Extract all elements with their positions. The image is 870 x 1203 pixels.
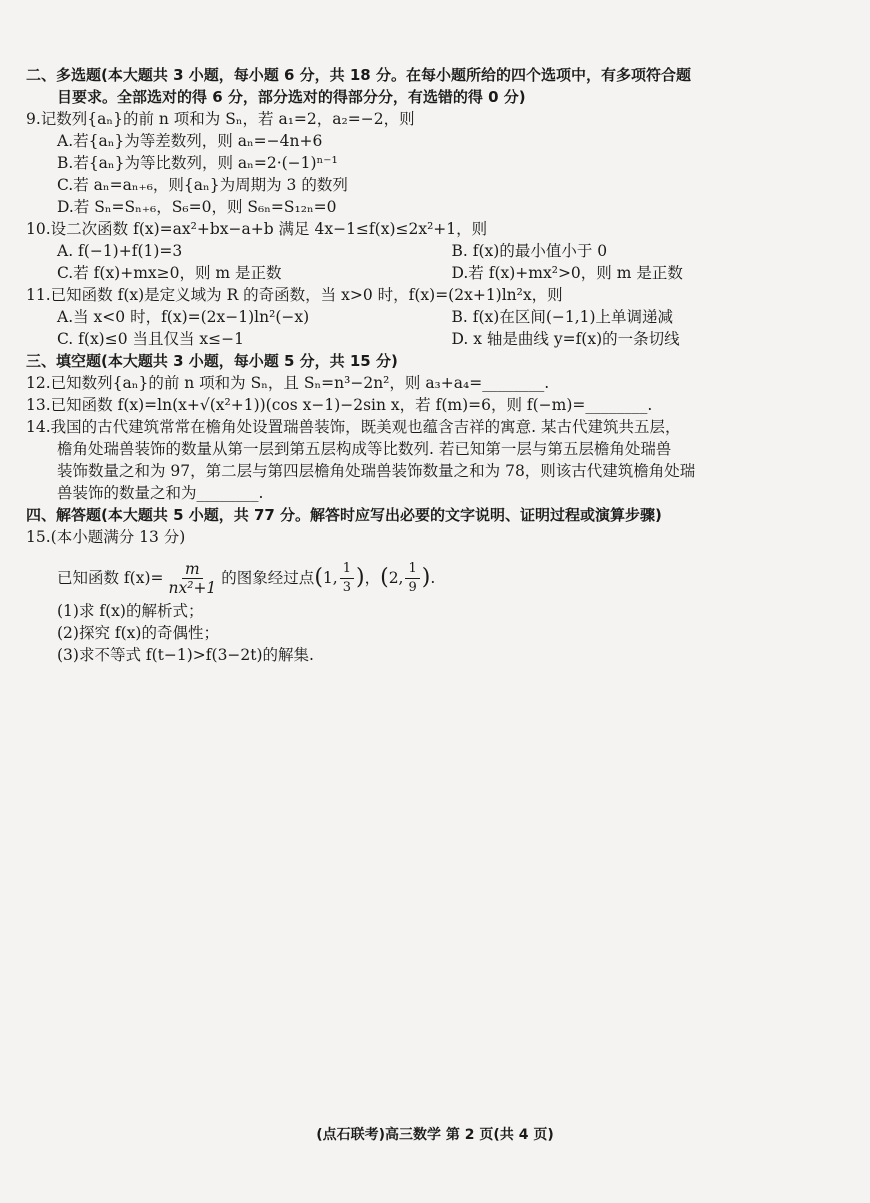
question-14-line3: 装饰数量之和为 97，第二层与第四层檐角处瑞兽装饰数量之和为 78，则该古代建筑檐角处瑞	[57, 462, 696, 480]
question-11-option-b: B. f(x)在区间(−1,1)上单调递减	[451, 308, 674, 326]
question-11-option-a: A.当 x<0 时，f(x)=(2x−1)ln²(−x)	[57, 308, 310, 326]
point-1-close-paren: )	[355, 565, 365, 590]
point-1-x: 1,	[322, 569, 338, 587]
question-12: 12.已知数列{aₙ}的前 n 项和为 Sₙ，且 Sₙ=n³−2n²，则 a₃+a₄=________.	[26, 374, 550, 392]
question-15-part-3: (3)求不等式 f(t−1)>f(3−2t)的解集.	[57, 646, 314, 664]
question-15-given	[26, 556, 846, 600]
question-11-option-c: C. f(x)≤0 当且仅当 x≤−1	[57, 330, 245, 348]
question-9-option-a: A.若{aₙ}为等差数列，则 aₙ=−4n+6	[57, 132, 323, 150]
point-1-open-paren: (	[314, 565, 323, 590]
point-2-x: 2,	[388, 569, 404, 587]
point-2-y-fraction	[405, 560, 419, 597]
question-10-option-a: A. f(−1)+f(1)=3	[57, 242, 183, 260]
page-content	[26, 64, 846, 666]
question-10-stem: 10.设二次函数 f(x)=ax²+bx−a+b 满足 4x−1≤f(x)≤2x²+1，则	[26, 220, 488, 238]
point-1-y-fraction	[340, 560, 354, 597]
question-15-stem: 15.(本小题满分 13 分)	[26, 528, 186, 546]
given-end: .	[430, 569, 436, 587]
point-1-y-denominator: 3	[342, 579, 351, 595]
question-9-option-b: B.若{aₙ}为等比数列，则 aₙ=2·(−1)ⁿ⁻¹	[57, 154, 338, 172]
question-10-option-c: C.若 f(x)+mx≥0，则 m 是正数	[57, 264, 282, 282]
question-9-option-d: D.若 Sₙ=Sₙ₊₆，S₆=0，则 S₆ₙ=S₁₂ₙ=0	[57, 198, 337, 216]
point-2-close-paren: )	[421, 565, 431, 590]
given-middle: 的图象经过点	[221, 569, 315, 587]
question-13: 13.已知函数 f(x)=ln(x+√(x²+1))(cos x−1)−2sin x，若 f(m)=6，则 f(−m)=________.	[26, 396, 653, 414]
fraction-numerator: m	[182, 560, 203, 579]
question-11-stem: 11.已知函数 f(x)是定义域为 R 的奇函数，当 x>0 时，f(x)=(2x+1)ln²x，则	[26, 286, 563, 304]
section-3-header: 三、填空题(本大题共 3 小题，每小题 5 分，共 15 分)	[26, 352, 398, 370]
page-footer: (点石联考)高三数学 第 2 页(共 4 页)	[316, 1127, 554, 1143]
question-10-options-row2	[26, 262, 846, 284]
question-11-option-d: D. x 轴是曲线 y=f(x)的一条切线	[451, 330, 680, 348]
question-15-part-1: (1)求 f(x)的解析式；	[57, 602, 204, 620]
question-14-line4: 兽装饰的数量之和为________.	[57, 484, 264, 502]
question-11-options-row2	[26, 328, 846, 350]
question-14-line2: 檐角处瑞兽装饰的数量从第一层到第五层构成等比数列. 若已知第一层与第五层檐角处瑞兽	[57, 440, 672, 458]
point-2-y-numerator: 1	[405, 560, 419, 579]
question-15-part-2: (2)探究 f(x)的奇偶性；	[57, 624, 219, 642]
question-10-options-row1	[26, 240, 846, 262]
fraction-denominator: nx²+1	[168, 578, 217, 597]
point-1-y-numerator: 1	[340, 560, 354, 579]
point-2-y-denominator: 9	[408, 579, 417, 595]
question-10-option-d: D.若 f(x)+mx²>0，则 m 是正数	[451, 264, 683, 282]
given-prefix: 已知函数 f(x)=	[57, 569, 164, 587]
section-2-header-line1: 二、多选题(本大题共 3 小题，每小题 6 分，共 18 分。在每小题所给的四个选项中，有多项符合题	[26, 66, 691, 84]
points-separator: ，	[364, 569, 381, 587]
question-9-stem: 9.记数列{aₙ}的前 n 项和为 Sₙ，若 a₁=2，a₂=−2，则	[26, 110, 415, 128]
question-11-options-row1	[26, 306, 846, 328]
section-2-header-line2: 目要求。全部选对的得 6 分，部分选对的得部分分，有选错的得 0 分)	[57, 88, 526, 106]
point-2-open-paren: (	[380, 565, 389, 590]
question-9-option-c: C.若 aₙ=aₙ₊₆，则{aₙ}为周期为 3 的数列	[57, 176, 348, 194]
section-4-header: 四、解答题(本大题共 5 小题，共 77 分。解答时应写出必要的文字说明、证明过程或演算步骤)	[26, 506, 662, 524]
function-fraction	[166, 560, 220, 597]
question-14-line1: 14.我国的古代建筑常常在檐角处设置瑞兽装饰，既美观也蕴含吉祥的寓意. 某古代建筑共五层，	[26, 418, 681, 436]
question-10-option-b: B. f(x)的最小值小于 0	[451, 242, 608, 260]
